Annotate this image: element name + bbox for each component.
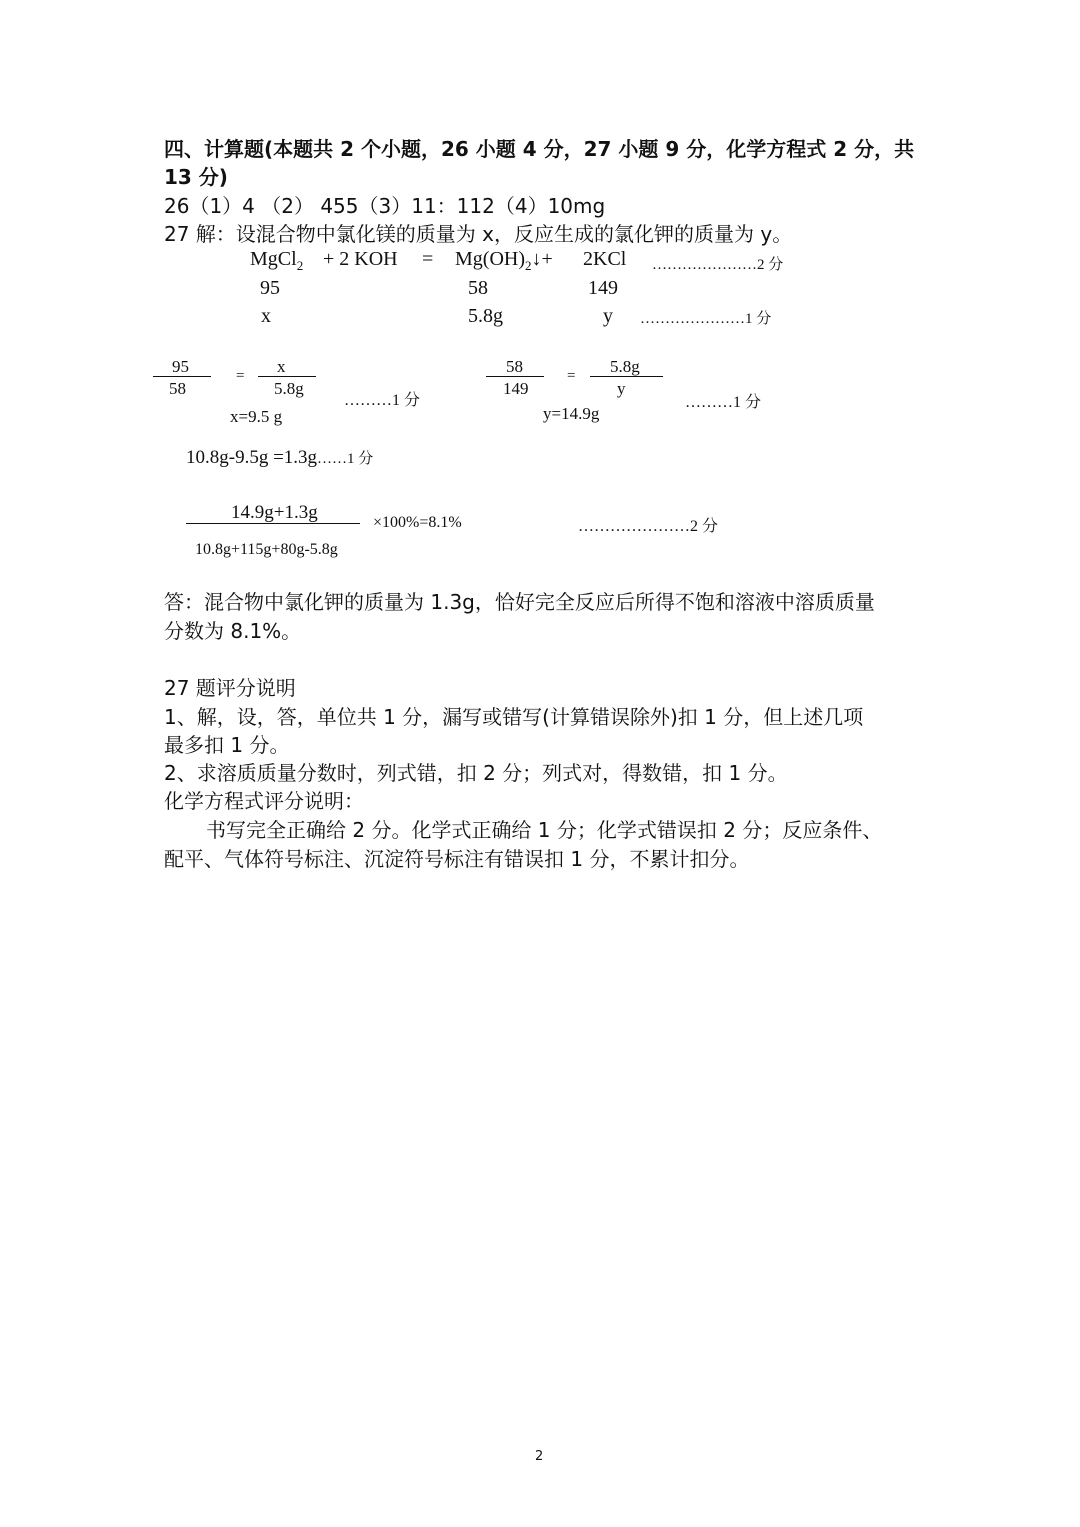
equation-equals: = (422, 248, 434, 270)
unknown-y: y (603, 305, 613, 327)
equation-score: …………………2 分 (652, 257, 784, 273)
ratio1-numerator-left: 95 (172, 357, 189, 376)
ratio2-numerator-left: 58 (506, 357, 523, 376)
ratio1-score: ………1 分 (344, 392, 421, 409)
ratio1-fraction-bar-left (153, 376, 211, 377)
ratio1-denominator-right: 5.8g (274, 379, 304, 398)
ratio2-denominator-left: 149 (503, 379, 529, 398)
ratio1-numerator-right: x (277, 357, 286, 376)
section-heading: 四、计算题(本题共 2 个小题，26 小题 4 分，27 小题 9 分，化学方程式 2 分，共 (164, 137, 915, 161)
known-mgoh2-mass: 5.8g (468, 305, 503, 327)
equation-rubric-title: 化学方程式评分说明： (164, 789, 364, 813)
q26-answer: 26（1）4 （2） 455（3）11：112（4）10mg (164, 194, 606, 218)
ratio2-fraction-bar-right (590, 376, 663, 377)
percent-fraction-bar (186, 523, 360, 524)
answer-line2: 分数为 8.1%。 (164, 619, 302, 643)
answer-line1: 答：混合物中氯化钾的质量为 1.3g，恰好完全反应后所得不饱和溶液中溶质质量 (164, 590, 875, 614)
ratio1-fraction-bar-right (258, 376, 316, 377)
percent-numerator: 14.9g+1.3g (231, 502, 318, 523)
kcl-mass-calc: 10.8g-9.5g =1.3g……1 分 (186, 447, 374, 468)
section-heading-cont: 13 分) (164, 165, 228, 189)
ratio1-equals: = (236, 368, 245, 384)
q27-intro: 27 解：设混合物中氯化镁的质量为 x，反应生成的氯化钾的质量为 y。 (164, 222, 793, 246)
percent-denominator: 10.8g+115g+80g-5.8g (195, 541, 338, 558)
unknown-x: x (261, 305, 271, 327)
formula-mgcl2: MgCl$_2$ (250, 248, 304, 273)
ratio1-denominator-left: 58 (169, 379, 186, 398)
mass-mgoh2: 58 (468, 277, 488, 299)
equation-rubric-line2: 配平、气体符号标注、沉淀符号标注有错误扣 1 分，不累计扣分。 (164, 847, 750, 871)
mass-mgcl2: 95 (260, 277, 280, 299)
ratio2-numerator-right: 5.8g (610, 357, 640, 376)
formula-koh: + 2 KOH (323, 248, 398, 270)
ratio1-result: x=9.5 g (230, 407, 283, 426)
equation-rubric-line1: 书写完全正确给 2 分。化学式正确给 1 分；化学式错误扣 2 分；反应条件、 (206, 818, 883, 842)
percent-score: …………………2 分 (578, 518, 719, 535)
rubric-item2: 2、求溶质质量分数时，列式错，扣 2 分；列式对，得数错，扣 1 分。 (164, 761, 788, 785)
ratio2-equals: = (567, 368, 576, 384)
unknowns-score: …………………1 分 (640, 311, 772, 327)
page-number: 2 (535, 1449, 544, 1464)
mass-kcl: 149 (588, 277, 618, 299)
formula-mgoh2: $Mg(OH)_2↓+$ (455, 248, 553, 273)
ratio2-denominator-right: y (617, 379, 626, 398)
ratio2-fraction-bar-left (486, 376, 544, 377)
rubric-item1-cont: 最多扣 1 分。 (164, 733, 290, 757)
rubric-title: 27 题评分说明 (164, 676, 296, 700)
formula-kcl: 2KCl (583, 248, 627, 270)
rubric-item1: 1、解，设，答，单位共 1 分，漏写或错写(计算错误除外)扣 1 分，但上述几项 (164, 705, 864, 729)
ratio2-result: y=14.9g (543, 404, 600, 423)
percent-result: ×100%=8.1% (373, 514, 462, 531)
ratio2-score: ………1 分 (685, 394, 762, 411)
